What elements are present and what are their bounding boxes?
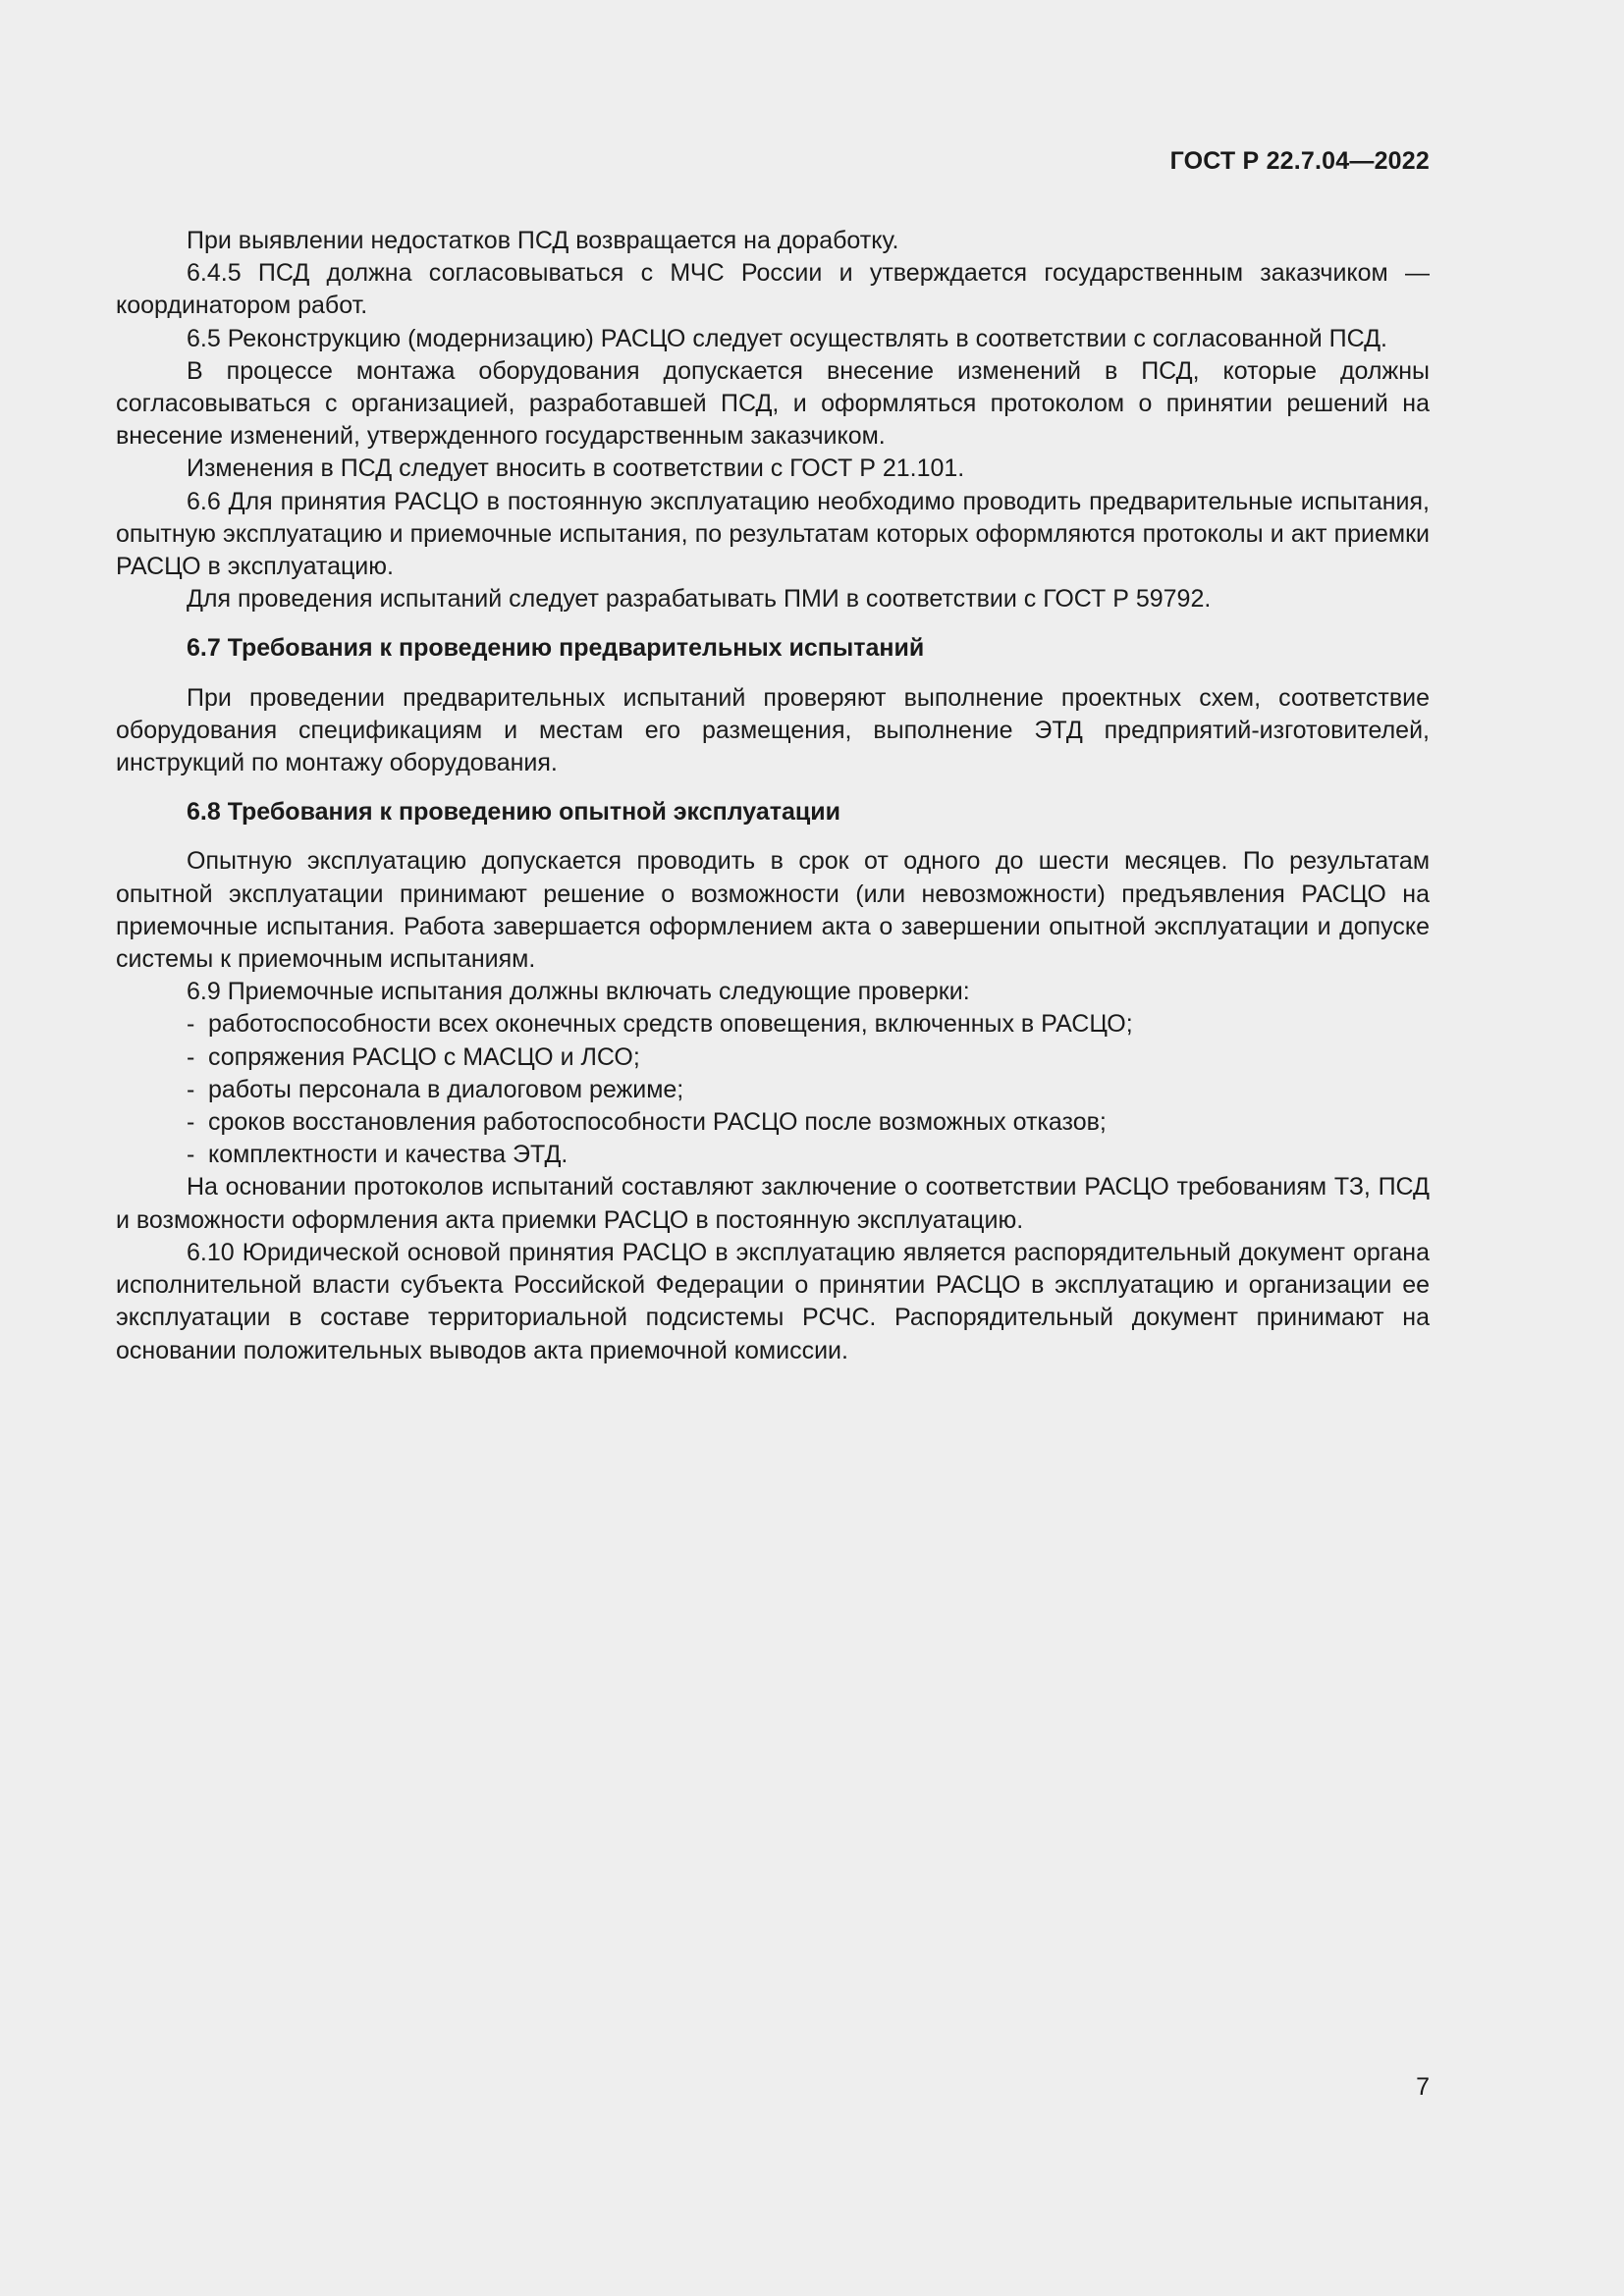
section-heading-6-8: 6.8 Требования к проведению опытной эксплуатации [187, 798, 841, 827]
paragraph: 6.10 Юридической основой принятия РАСЦО в эксплуатацию является распорядительный документ органа исполнительной власти субъекта Российской Федерации о принятии РАСЦО в эксплуатацию и организации ее эксплуатации в составе территориальной подсистемы РСЧС. Распорядительный документ принимают на основании положительных выводов акта приемочной комиссии. [116, 1238, 1430, 1364]
list-dash: - [187, 1108, 195, 1137]
paragraph: На основании протоколов испытаний составляют заключение о соответствии РАСЦО требованиям ТЗ, ПСД и возможности оформления акта приемки РАСЦО в постоянную эксплуатацию. [116, 1173, 1430, 1234]
list-dash: - [187, 1141, 195, 1169]
page-number: 7 [1416, 2073, 1430, 2101]
list-dash: - [187, 1075, 195, 1103]
list-dash: - [187, 1042, 195, 1071]
list-item [116, 1041, 1430, 1074]
paragraph: Для проведения испытаний следует разрабатывать ПМИ в соответствии с ГОСТ Р 59792. [187, 585, 1212, 614]
paragraph: 6.4.5 ПСД должна согласовываться с МЧС России и утверждается государственным заказчиком — координатором работ. [116, 259, 1430, 320]
paragraph: 6.9 Приемочные испытания должны включать следующие проверки: [187, 978, 970, 1006]
list-item-text: комплектности и качества ЭТД. [208, 1141, 568, 1169]
paragraph: Опытную эксплуатацию допускается проводить в срок от одного до шести месяцев. По результатам опытной эксплуатации принимают решение о возможности (или невозможности) предъявления РАСЦО на приемочные испытания. Работа завершается оформлением акта о завершении опытной эксплуатации и допуске системы к приемочным испытаниям. [116, 847, 1430, 974]
list-item-text: сопряжения РАСЦО с МАСЦО и ЛСО; [208, 1042, 640, 1071]
document-code: ГОСТ Р 22.7.04—2022 [1169, 147, 1430, 175]
list-item-text: сроков восстановления работоспособности РАСЦО после возможных отказов; [208, 1108, 1107, 1137]
list-item-text: работы персонала в диалоговом режиме; [208, 1075, 684, 1103]
paragraph: 6.5 Реконструкцию (модернизацию) РАСЦО следует осуществлять в соответствии с согласованной ПСД. [187, 324, 1387, 352]
paragraph: 6.6 Для принятия РАСЦО в постоянную эксплуатацию необходимо проводить предварительные испытания, опытную эксплуатацию и приемочные испытания, по результатам которых оформляются протоколы и акт приемки РАСЦО в эксплуатацию. [116, 487, 1430, 581]
paragraph: В процессе монтажа оборудования допускается внесение изменений в ПСД, которые должны согласовываться с организацией, разработавшей ПСД, и оформляться протоколом о принятии решений на внесение изменений, утвержденного государственным заказчиком. [116, 356, 1430, 451]
document-body [116, 225, 1430, 1367]
paragraph: При выявлении недостатков ПСД возвращается на доработку. [187, 227, 899, 254]
paragraph: При проведении предварительных испытаний проверяют выполнение проектных схем, соответствие оборудования спецификациям и местам его размещения, выполнение ЭТД предприятий-изготовителей, инструкций по монтажу оборудования. [116, 683, 1430, 777]
list-item [116, 1008, 1430, 1041]
section-heading-6-7: 6.7 Требования к проведению предварительных испытаний [187, 634, 925, 663]
list-item-text: работоспособности всех оконечных средств оповещения, включенных в РАСЦО; [208, 1010, 1133, 1039]
list-item [116, 1139, 1430, 1171]
list-dash: - [187, 1010, 195, 1039]
list-item [116, 1074, 1430, 1106]
list-item [116, 1106, 1430, 1139]
paragraph: Изменения в ПСД следует вносить в соответствии с ГОСТ Р 21.101. [187, 454, 965, 483]
